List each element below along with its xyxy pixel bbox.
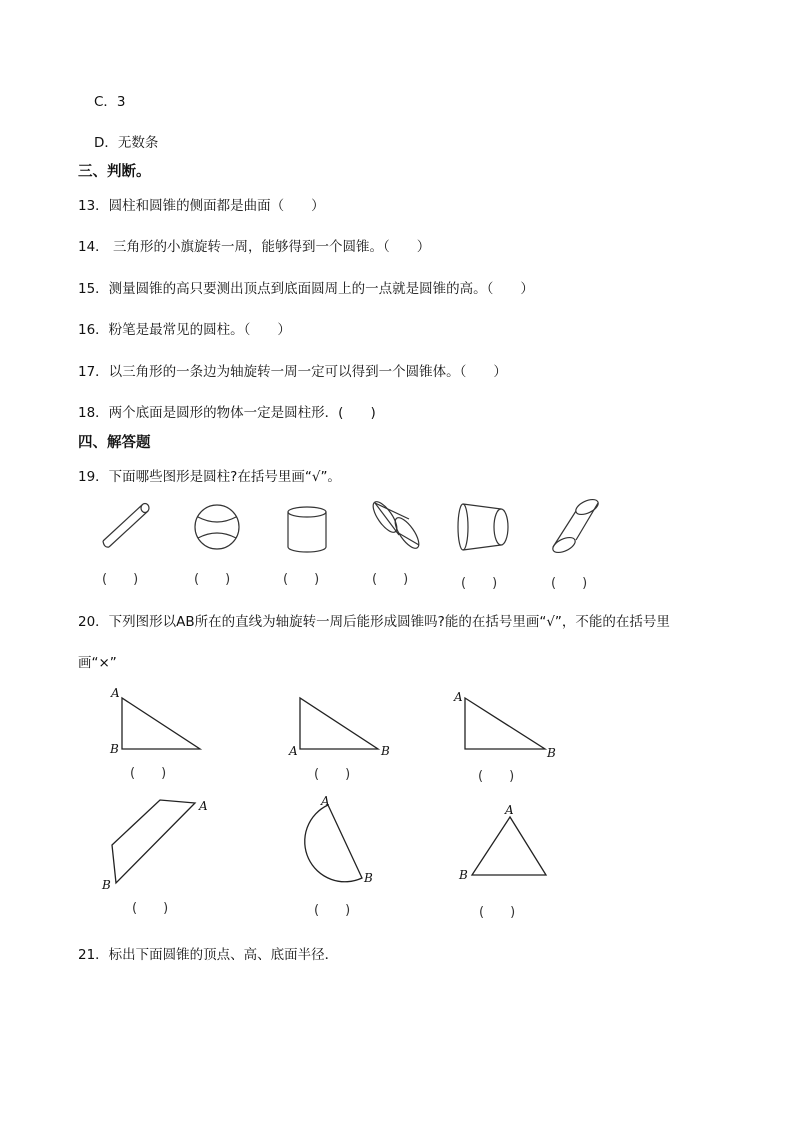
shape-rod-cylinder <box>103 504 149 548</box>
question-16: 16．粉笔是最常见的圆柱。（ ） <box>78 322 291 338</box>
section4-title: 四、解答题 <box>78 435 151 451</box>
question-20: 20．下列图形以AB所在的直线为轴旋转一周后能形成圆锥吗?能的在括号里画“√”，不能的在括号里 <box>78 614 670 630</box>
label-a: A <box>454 690 463 704</box>
label-b: B <box>547 746 556 760</box>
label-a: A <box>289 744 298 758</box>
shape-ball <box>195 505 239 549</box>
q20-paren-3[interactable]: ( ) <box>478 769 515 784</box>
q20-paren-2[interactable]: ( ) <box>314 767 351 782</box>
label-b: B <box>459 868 468 882</box>
q20-paren-6[interactable]: ( ) <box>479 905 516 920</box>
q20-paren-1[interactable]: ( ) <box>130 766 167 781</box>
choice-c: C．3 <box>94 94 126 110</box>
question-21: 21．标出下面圆锥的顶点、高、底面半径． <box>78 947 339 963</box>
section3-title: 三、判断。 <box>78 164 151 180</box>
q19-paren-1[interactable]: ( ) <box>102 572 139 587</box>
question-19: 19．下面哪些图形是圆柱?在括号里画“√”。 <box>78 469 341 485</box>
label-b: B <box>110 742 119 756</box>
question-18: 18．两个底面是圆形的物体一定是圆柱形．( ) <box>78 405 376 421</box>
q20-semicircle <box>305 805 362 882</box>
shape-tilted-cylinder <box>551 496 601 555</box>
q19-paren-5[interactable]: ( ) <box>461 576 498 591</box>
question-15: 15．测量圆锥的高只要测出顶点到底面圆周上的一点就是圆锥的高。（ ） <box>78 281 534 297</box>
shape-tilted-disk <box>369 498 423 552</box>
label-a: A <box>505 803 514 817</box>
q20-triangle-2 <box>300 698 378 749</box>
q19-paren-4[interactable]: ( ) <box>372 572 409 587</box>
q20-paren-5[interactable]: ( ) <box>314 903 351 918</box>
q20-equilateral <box>472 817 546 875</box>
q19-paren-3[interactable]: ( ) <box>283 572 320 587</box>
choice-d: D．无数条 <box>94 135 159 151</box>
label-b: B <box>102 878 111 892</box>
q20-paren-4[interactable]: ( ) <box>132 901 169 916</box>
q19-paren-6[interactable]: ( ) <box>551 576 588 591</box>
q19-paren-2[interactable]: ( ) <box>194 572 231 587</box>
q20-triangle-1 <box>122 698 200 749</box>
label-b: B <box>364 871 373 885</box>
label-b: B <box>381 744 390 758</box>
question-20-cont: 画“×” <box>78 655 117 671</box>
q20-trapezoid <box>112 800 195 883</box>
label-a: A <box>199 799 208 813</box>
q19-shapes <box>95 495 670 565</box>
label-a: A <box>111 686 120 700</box>
question-13: 13．圆柱和圆锥的侧面都是曲面（ ） <box>78 198 325 214</box>
shape-upright-cylinder <box>288 507 326 552</box>
label-a: A <box>321 794 330 808</box>
q20-shapes <box>100 685 570 925</box>
q20-triangle-3 <box>465 698 545 749</box>
question-14: 14． 三角形的小旗旋转一周，能够得到一个圆锥。（ ） <box>78 239 431 255</box>
question-17: 17．以三角形的一条边为轴旋转一周一定可以得到一个圆锥体。（ ） <box>78 364 507 380</box>
shape-frustum <box>458 504 508 550</box>
